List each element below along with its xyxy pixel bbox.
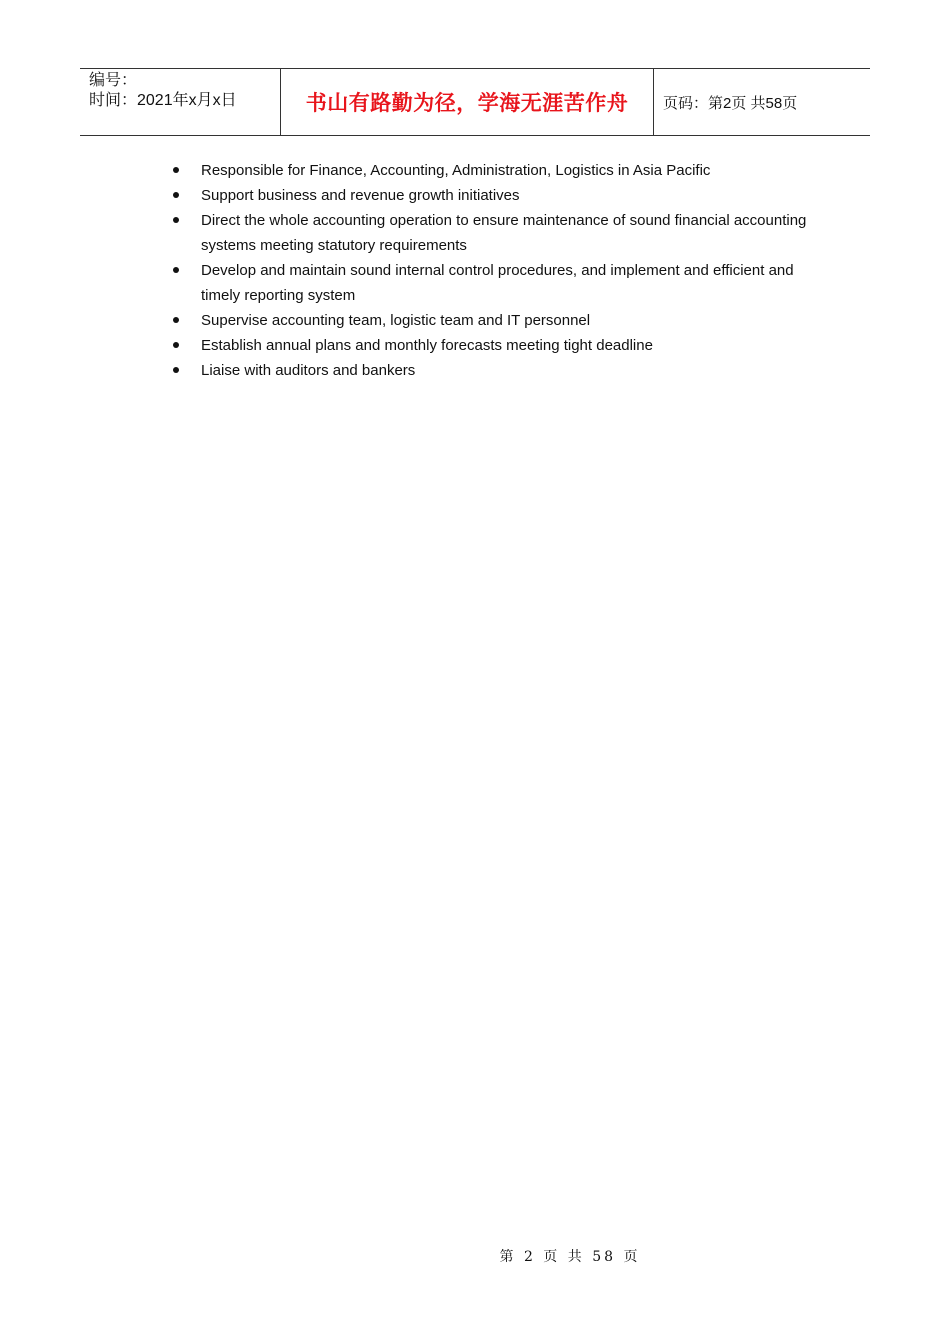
page-footer (0, 1246, 950, 1266)
list-item-text: Develop and maintain sound internal control procedures, and implement and efficient and timely reporting system (201, 262, 794, 304)
list-item-text: Responsible for Finance, Accounting, Administration, Logistics in Asia Pacific (201, 162, 711, 179)
bullet-icon (173, 317, 179, 323)
bullet-icon (173, 217, 179, 223)
list-item (170, 308, 830, 333)
list-item-text: Direct the whole accounting operation to ensure maintenance of sound financial accounting systems meeting statutory requirements (201, 212, 807, 254)
document-date-label: 时间：2021年x月x日 (89, 92, 237, 109)
list-item-text: Support business and revenue growth initiatives (201, 187, 520, 204)
header-motto: 书山有路勤为径，学海无涯苦作舟 (305, 91, 629, 115)
list-item (170, 158, 830, 183)
list-item-text: Supervise accounting team, logistic team and IT personnel (201, 312, 591, 329)
list-item-text: Liaise with auditors and bankers (201, 362, 416, 379)
list-item (170, 208, 830, 258)
list-item (170, 258, 830, 308)
list-item (170, 333, 830, 358)
list-item-text: Establish annual plans and monthly forecasts meeting tight deadline (201, 337, 653, 354)
header-motto-cell (281, 69, 654, 135)
bullet-icon (173, 342, 179, 348)
footer-page-number: 第 2 页 共 58 页 (499, 1249, 641, 1265)
bullet-icon (173, 192, 179, 198)
bullet-icon (173, 167, 179, 173)
bullet-icon (173, 367, 179, 373)
header-meta-cell (80, 69, 281, 135)
list-item (170, 358, 830, 383)
document-number-label: 编号： (89, 72, 138, 89)
document-header (80, 68, 870, 136)
header-page-cell (654, 69, 870, 135)
bullet-icon (173, 267, 179, 273)
responsibilities-list (170, 158, 830, 383)
list-item (170, 183, 830, 208)
header-page-number: 页码：第2页 共58页 (663, 94, 798, 112)
